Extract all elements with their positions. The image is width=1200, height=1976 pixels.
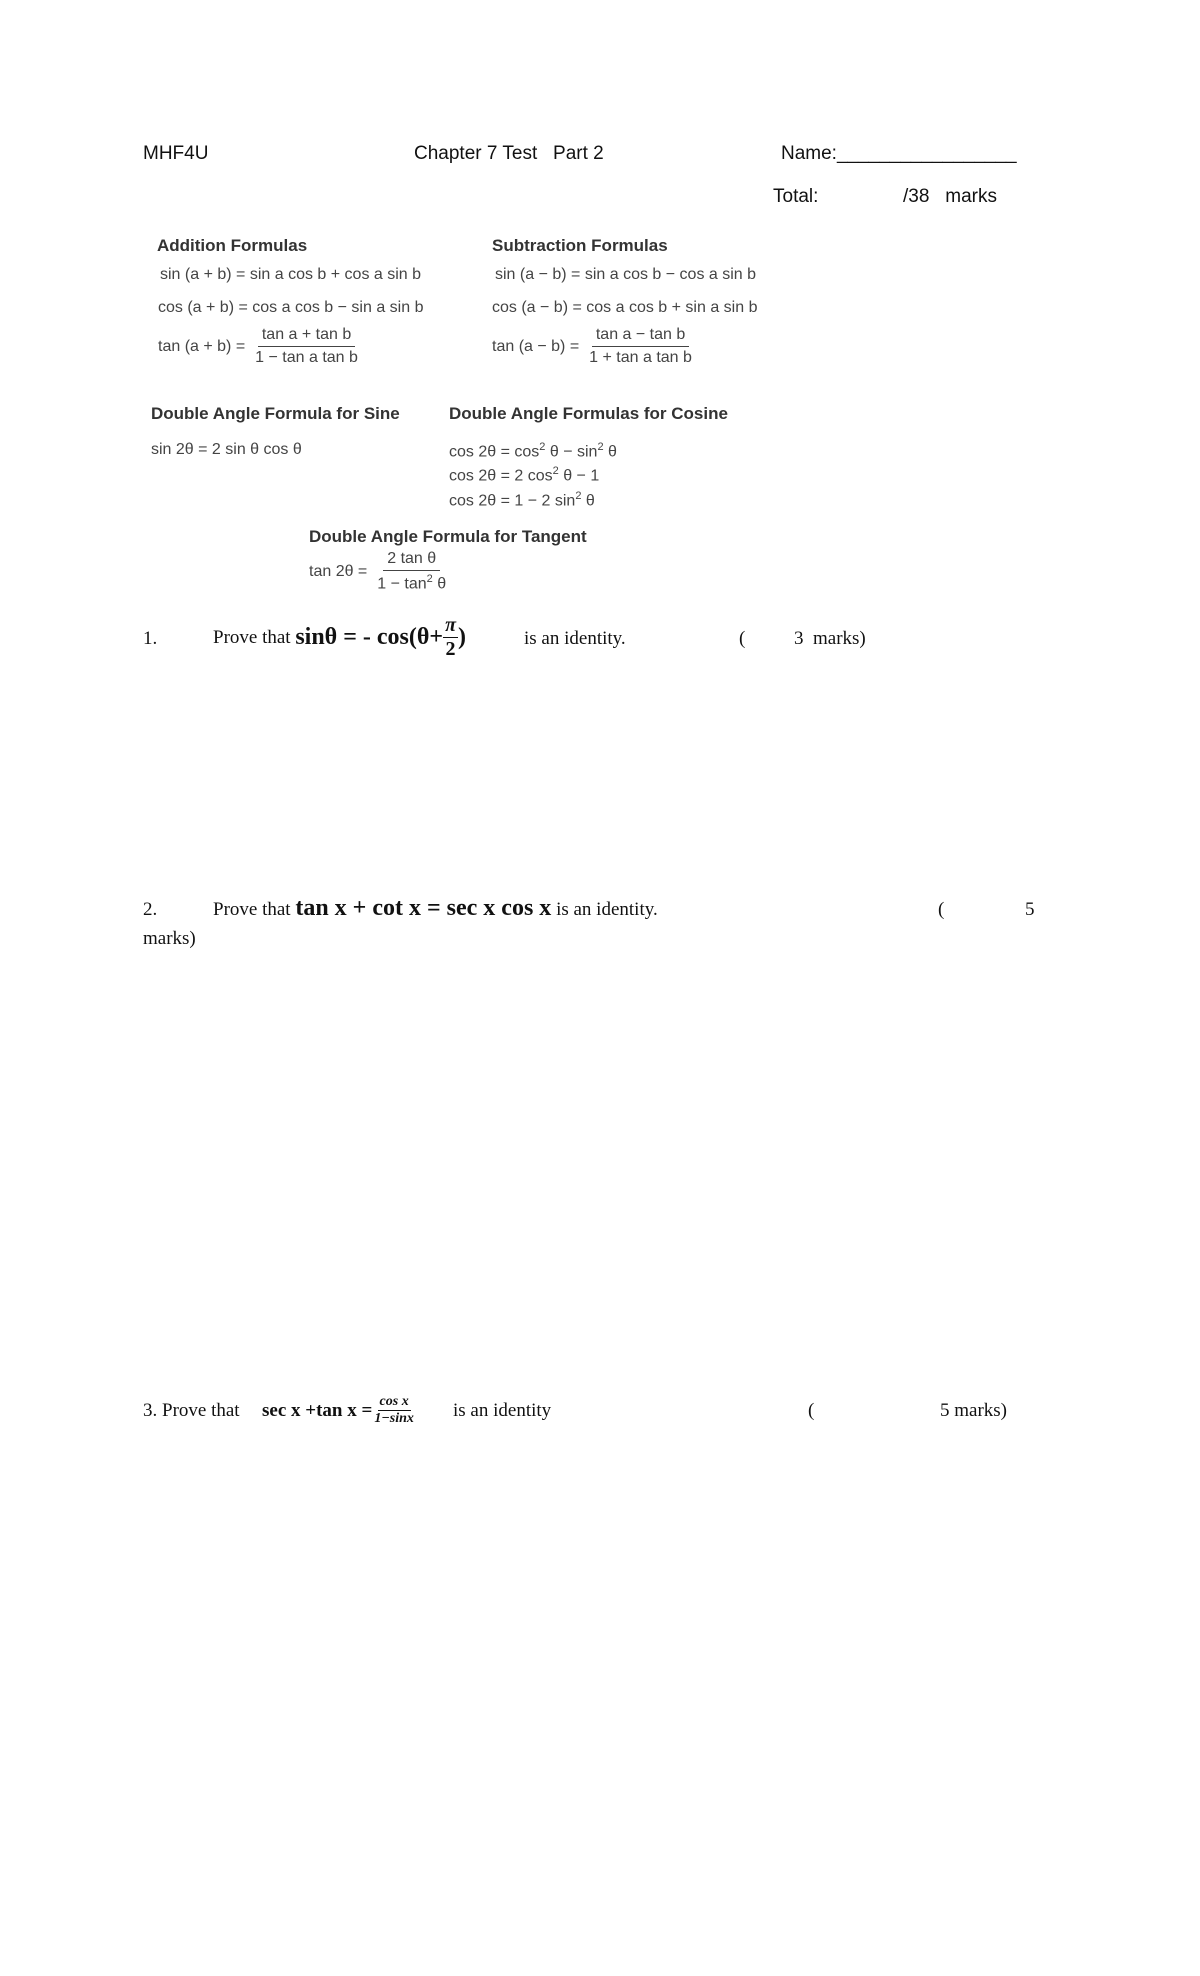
question-1-frac-num: π	[445, 614, 456, 636]
test-title: Chapter 7 Test Part 2	[414, 143, 604, 164]
double-tangent-den	[373, 571, 450, 593]
question-3-frac-num: cos x	[379, 1394, 409, 1409]
double-tangent-lhs: tan 2θ =	[309, 562, 368, 580]
double-cosine-line1	[449, 441, 617, 461]
question-3-formula	[262, 1394, 416, 1427]
addition-cos: cos (a + b) = cos a cos b − sin a sin b	[158, 299, 424, 316]
subtraction-formulas-title: Subtraction Formulas	[492, 236, 668, 255]
addition-tan-lhs: tan (a + b) =	[158, 337, 246, 355]
subtraction-sin: sin (a − b) = sin a cos b − cos a sin b	[495, 266, 757, 283]
cos-line2-b: θ − 1	[558, 467, 600, 485]
cos-line1-sq1: 2	[539, 441, 546, 453]
double-tangent-den-a: 1 − tan	[377, 575, 427, 593]
double-sine-line: sin 2θ = 2 sin θ cos θ	[151, 441, 302, 458]
subtraction-tan-num: tan a − tan b	[592, 326, 689, 347]
name-field[interactable]: Name:_________________	[781, 143, 1017, 164]
question-1-close-paren: )	[458, 624, 466, 650]
double-tangent-line	[309, 550, 450, 593]
question-1-marks: 3 marks)	[794, 628, 866, 649]
subtraction-tan-lhs: tan (a − b) =	[492, 337, 580, 355]
double-cosine-line3	[449, 490, 595, 510]
subtraction-tan-fraction	[585, 326, 696, 367]
addition-formulas-title: Addition Formulas	[157, 236, 308, 255]
cos-line2-a: cos 2θ = 2 cos	[449, 467, 553, 485]
double-tangent-num: 2 tan θ	[383, 550, 440, 571]
question-2-text	[213, 895, 658, 922]
question-3-expression: sec x +tan x =	[262, 1399, 373, 1421]
question-1-frac-den: 2	[445, 638, 456, 660]
double-tangent-title: Double Angle Formula for Tangent	[309, 527, 587, 546]
cos-line1-b: θ − sin	[545, 443, 598, 461]
double-sine-title: Double Angle Formula for Sine	[151, 404, 400, 423]
cos-line2-sq: 2	[552, 465, 559, 477]
question-1-prefix: Prove that	[213, 626, 296, 648]
question-3-suffix: is an identity	[453, 1400, 552, 1421]
cos-line1-c: θ	[603, 443, 617, 461]
addition-tan	[158, 326, 362, 367]
question-3-frac-den: 1−sinx	[374, 1411, 414, 1426]
question-2-marks-word: marks)	[143, 928, 196, 949]
addition-tan-den: 1 − tan a tan b	[255, 349, 358, 366]
cos-line3-a: cos 2θ = 1 − 2 sin	[449, 492, 576, 510]
course-code: MHF4U	[143, 143, 209, 164]
question-1-text	[213, 614, 466, 661]
cos-line3-b: θ	[581, 492, 595, 510]
subtraction-cos: cos (a − b) = cos a cos b + sin a sin b	[492, 299, 758, 316]
subtraction-tan	[492, 326, 696, 367]
question-2-expression: tan x + cot x = sec x cos x	[295, 895, 552, 921]
question-2-marks-open: (	[938, 899, 945, 920]
addition-sin: sin (a + b) = sin a cos b + cos a sin b	[160, 266, 422, 283]
question-1-marks-open: (	[739, 628, 746, 649]
cos-line1-sq2: 2	[597, 441, 604, 453]
double-tangent-fraction	[373, 550, 450, 593]
question-2-number: 2.	[143, 899, 158, 920]
total-value: /38 marks	[903, 186, 997, 207]
double-cosine-line2	[449, 465, 599, 485]
question-1-suffix: is an identity.	[524, 628, 626, 649]
double-cosine-title: Double Angle Formulas for Cosine	[449, 404, 728, 423]
double-tangent-den-b: θ	[432, 575, 447, 593]
double-tangent-den-sq: 2	[426, 573, 433, 585]
cos-line1-a: cos 2θ = cos	[449, 443, 540, 461]
question-2-prefix: Prove that	[213, 899, 296, 920]
question-1-expression: sinθ = - cos(θ+	[295, 624, 444, 650]
question-3-number: 3.	[143, 1400, 158, 1421]
question-3-fraction	[372, 1394, 416, 1427]
question-3-text	[143, 1400, 244, 1422]
subtraction-tan-den: 1 + tan a tan b	[589, 349, 692, 366]
question-3-marks: 5 marks)	[940, 1400, 1008, 1421]
addition-tan-fraction	[251, 326, 362, 367]
question-3-marks-open: (	[808, 1400, 815, 1421]
question-2-suffix: is an identity.	[551, 899, 658, 920]
question-3-prefix: Prove that	[162, 1400, 245, 1421]
question-2-marks-number: 5	[1025, 899, 1035, 920]
question-1-number: 1.	[143, 628, 158, 649]
question-1-pi-fraction	[443, 614, 458, 661]
total-label: Total:	[773, 186, 819, 207]
addition-tan-num: tan a + tan b	[258, 326, 355, 347]
cos-line3-sq: 2	[575, 490, 582, 502]
